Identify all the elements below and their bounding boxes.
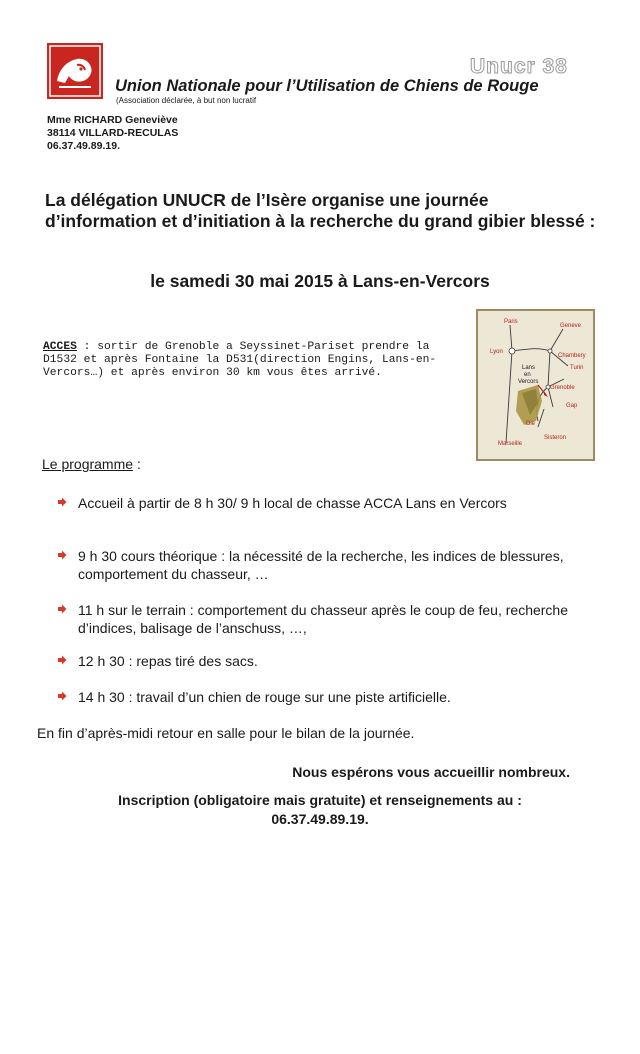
programme-item (57, 688, 577, 706)
event-date: le samedi 30 mai 2015 à Lans-en-Vercors (150, 271, 490, 291)
contact-phone: 06.37.49.89.19. (47, 140, 120, 152)
programme-item-text: 14 h 30 : travail d’un chien de rouge sur une piste artificielle. (78, 689, 451, 705)
access-directions (43, 341, 463, 381)
map-label-marseille: Marseille (498, 441, 523, 447)
arrow-bullet-icon (57, 691, 67, 701)
registration-phone: 06.37.49.89.19. (271, 811, 369, 827)
intro-text: La délégation UNUCR de l’Isère organise une journée d’information et d’initiation à la recherche du grand gibier blessé : (45, 190, 596, 231)
programme-item-text: 12 h 30 : repas tiré des sacs. (78, 653, 258, 669)
programme-item (57, 494, 577, 512)
arrow-bullet-icon (57, 497, 67, 507)
map-label-sisteron: Sisteron (544, 435, 567, 441)
arrow-bullet-icon (57, 604, 67, 614)
map-label-die: Die (526, 421, 536, 427)
org-subtitle: (Association déclarée, à but non lucratif (116, 96, 257, 105)
arrow-bullet-icon (57, 550, 67, 560)
contact-block (47, 114, 178, 153)
programme-item-text: Accueil à partir de 8 h 30/ 9 h local de chasse ACCA Lans en Vercors (78, 495, 507, 511)
map-label-grenoble: Grenoble (550, 385, 575, 391)
map-label-lans: Lans (522, 365, 536, 371)
map-label-turin: Turin (570, 365, 584, 371)
programme-heading (42, 456, 141, 472)
corner-title: Unucr 38 (470, 55, 568, 78)
map-label-chambery: Chambery (558, 353, 586, 359)
programme-item-text: 11 h sur le terrain : comportement du chasseur après le coup de feu, recherche d’indices, balisage de l’anschuss, …, (78, 602, 569, 636)
location-map (476, 309, 595, 461)
access-label: ACCES (43, 341, 77, 353)
contact-address: 38114 VILLARD-RECULAS (47, 127, 179, 139)
programme-item (57, 652, 577, 670)
map-label-paris: Paris (504, 319, 518, 325)
map-label-geneve: Geneve (560, 323, 582, 329)
closing-text: En fin d’après-midi retour en salle pour le bilan de la journée. (37, 725, 415, 741)
registration-info (0, 791, 640, 829)
arrow-bullet-icon (57, 655, 67, 665)
programme-item-text: 9 h 30 cours théorique : la nécessité de la recherche, les indices de blessures, comportement du chasseur, … (78, 548, 564, 582)
registration-text: Inscription (obligatoire mais gratuite) et renseignements au : (118, 792, 522, 808)
contact-name: Mme RICHARD Geneviève (47, 114, 178, 126)
welcome-text: Nous espérons vous accueillir nombreux. (292, 764, 570, 780)
org-name: Union Nationale pour l’Utilisation de Chiens de Rouge (115, 77, 539, 95)
access-text: : sortir de Grenoble a Seyssinet-Pariset prendre la D1532 et après Fontaine la D531(direction Engins, Lans-en-Vercors…) et après environ 30 km vous êtes arrivé. (43, 341, 437, 380)
map-label-en: en (524, 372, 531, 378)
map-label-lyon: Lyon (490, 349, 503, 355)
map-label-vercors: Vercors (518, 379, 539, 385)
programme-heading-text: Le programme (42, 456, 134, 472)
programme-item (57, 547, 577, 583)
unucr-logo (47, 43, 103, 99)
programme-item (57, 601, 577, 637)
map-label-gap: Gap (566, 403, 578, 409)
programme-heading-colon: : (133, 456, 141, 472)
